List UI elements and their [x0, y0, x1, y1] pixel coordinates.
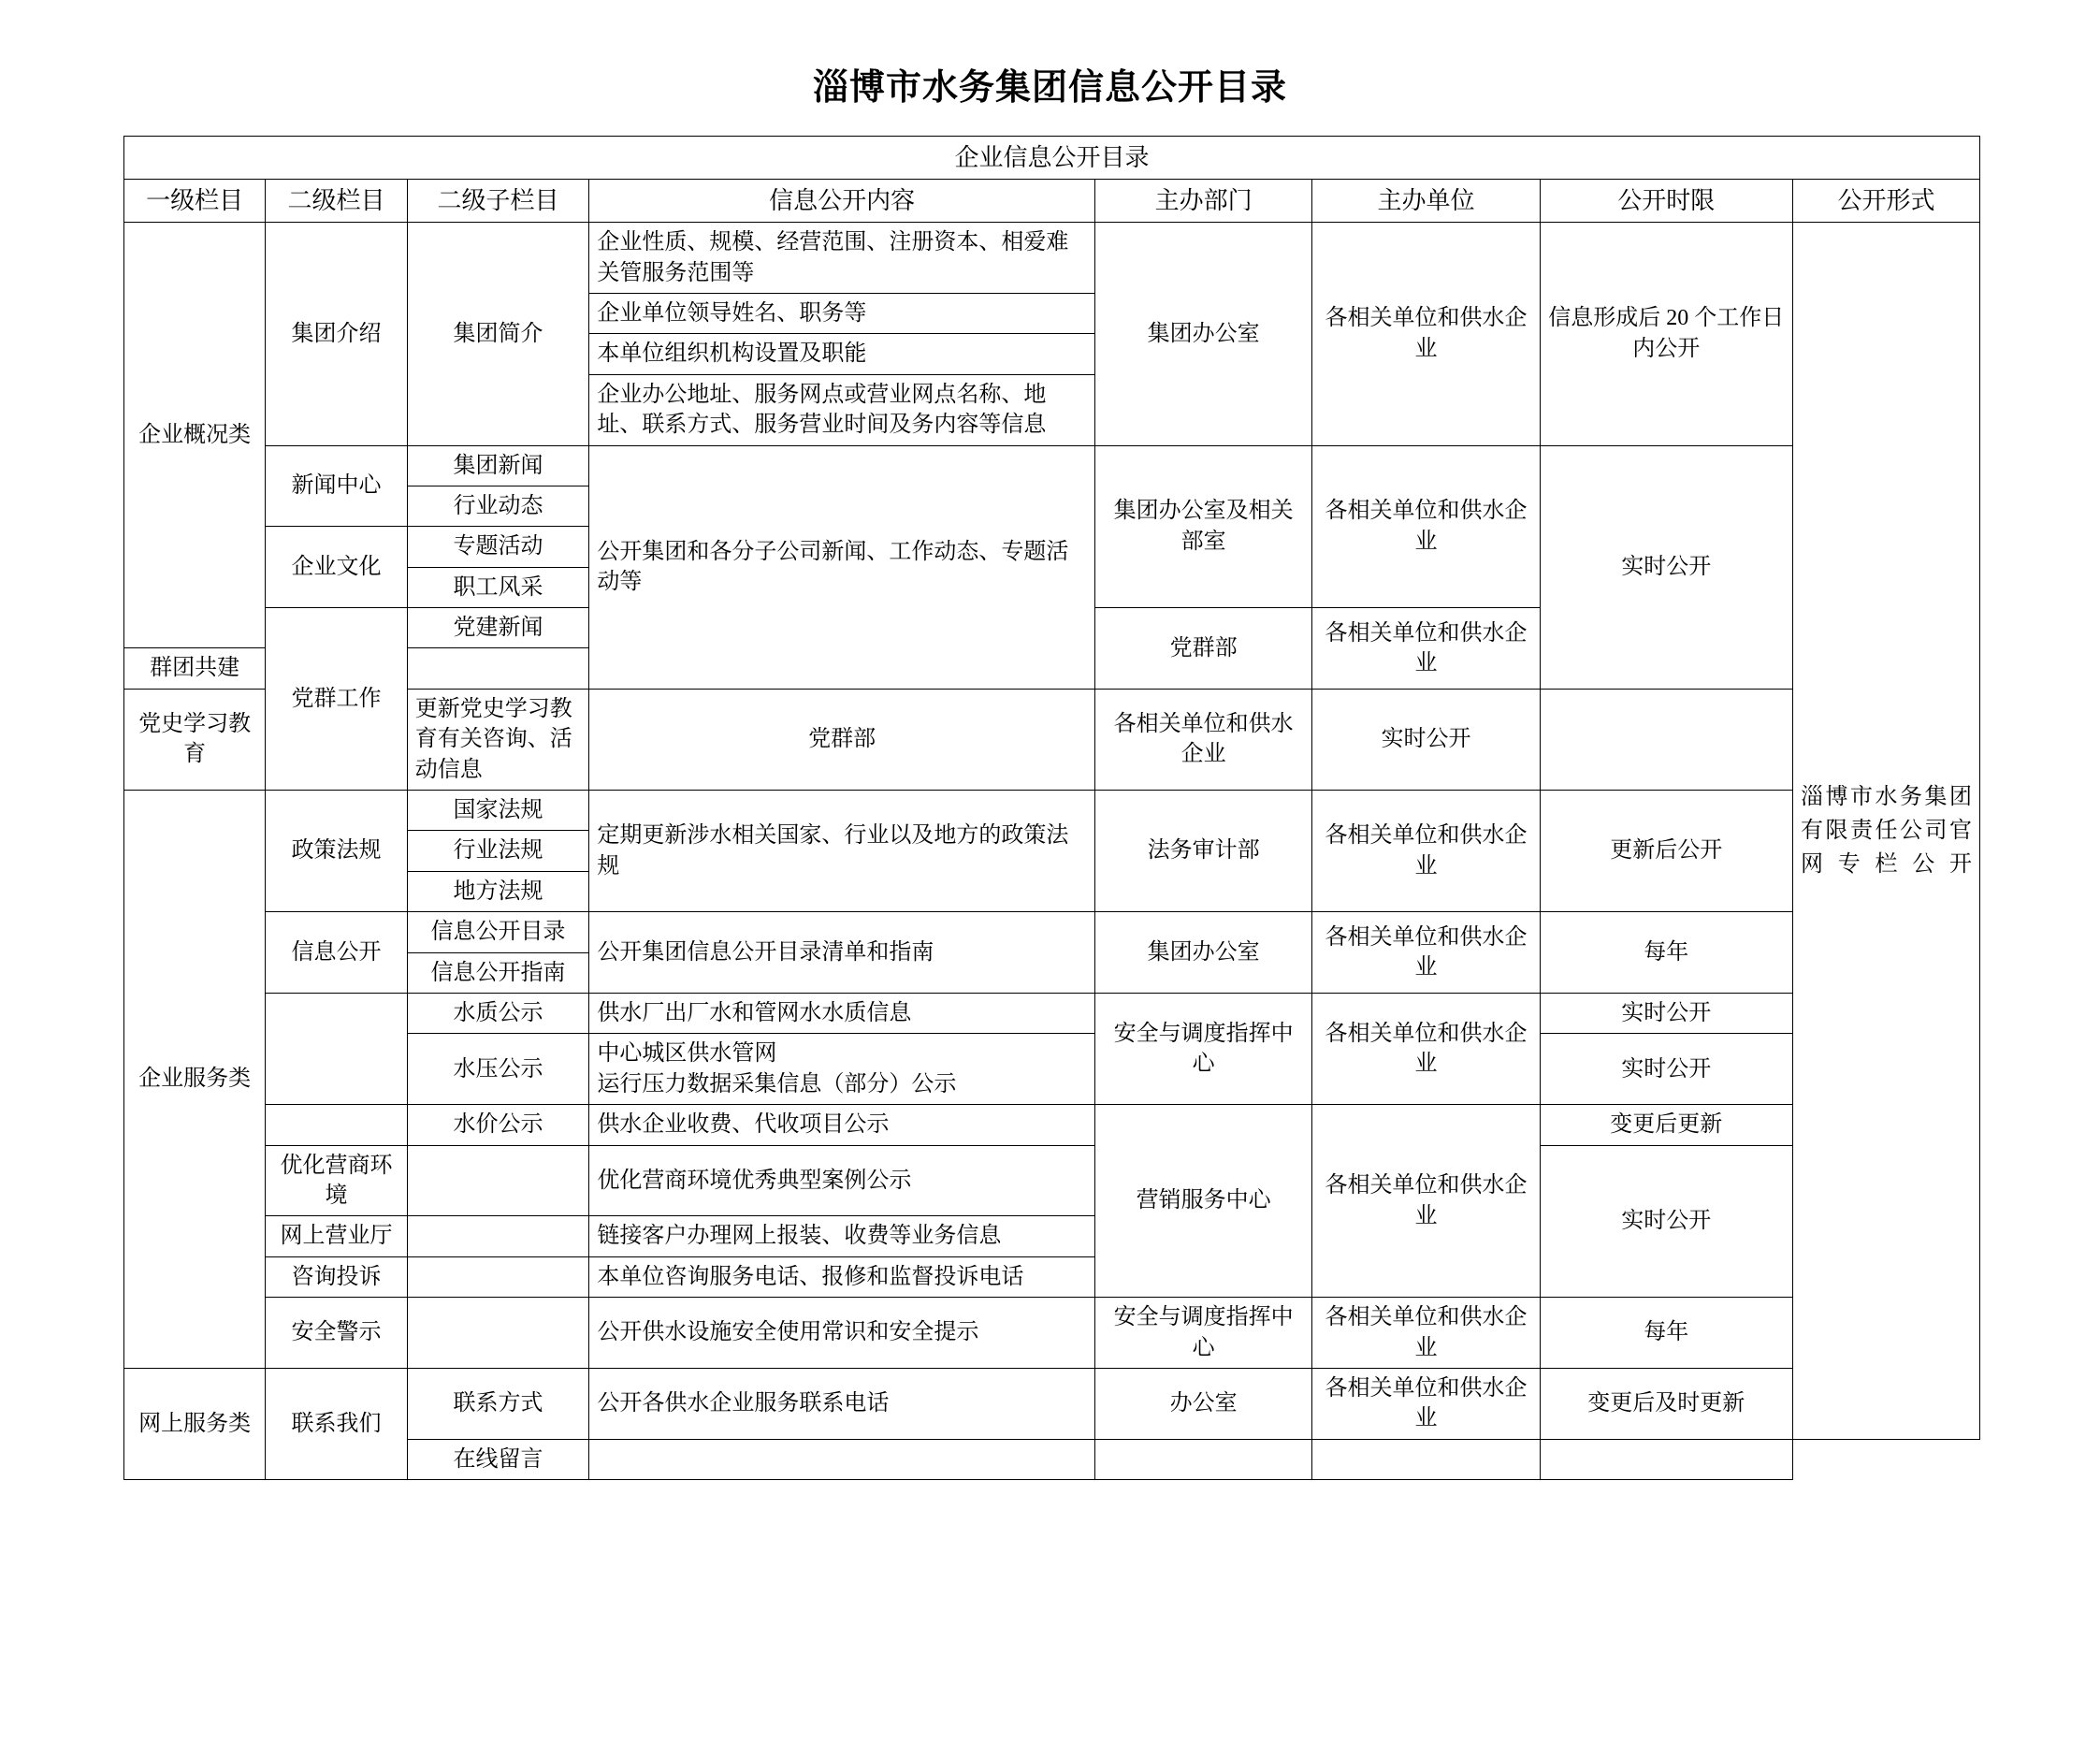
deadline-empty-online-message [1540, 1439, 1792, 1479]
table-row [124, 791, 1980, 831]
unit-related-water-companies: 各相关单位和供水企业 [1094, 689, 1311, 790]
section-contact-us: 联系我们 [266, 1368, 407, 1479]
department-group-office: 集团办公室 [1094, 223, 1311, 445]
catalog-table-wrapper [0, 136, 2100, 1480]
section-policy-regulation: 政策法规 [266, 791, 407, 912]
section-online-business-hall: 网上营业厅 [266, 1216, 407, 1256]
subsection-topic-activity: 专题活动 [407, 527, 589, 567]
department-office-and-related: 集团办公室及相关部室 [1094, 445, 1311, 608]
subsection-industry-law: 行业法规 [407, 831, 589, 871]
subsection-empty-complaint [407, 1256, 589, 1297]
category-online-service: 网上服务类 [124, 1368, 266, 1479]
content-water-pressure-line1: 中心城区供水管网 [597, 1041, 777, 1067]
content-water-pressure [589, 1034, 1095, 1105]
section-information-disclosure: 信息公开 [266, 912, 407, 994]
unit-related-water-companies: 各相关单位和供水企业 [1312, 912, 1540, 994]
content-water-quality: 供水厂出厂水和管网水水质信息 [589, 994, 1095, 1034]
content-empty-online-message [589, 1439, 1095, 1479]
header-form: 公开形式 [1792, 180, 1979, 223]
table-row [124, 223, 1980, 294]
unit-related-water-companies: 各相关单位和供水企业 [1312, 608, 1540, 690]
header-department: 主办部门 [1094, 180, 1311, 223]
section-party-work: 党群工作 [266, 608, 407, 791]
deadline-realtime: 实时公开 [1540, 994, 1792, 1034]
document-page [0, 58, 2100, 1757]
section-group-intro: 集团介绍 [266, 223, 407, 445]
subsection-disclosure-guide: 信息公开指南 [407, 952, 589, 993]
subsection-national-law: 国家法规 [407, 791, 589, 831]
subsection-disclosure-catalog: 信息公开目录 [407, 912, 589, 952]
unit-related-water-companies: 各相关单位和供水企业 [1312, 1105, 1540, 1298]
unit-related-water-companies: 各相关单位和供水企业 [1312, 445, 1540, 608]
content-business-environment-cases: 优化营商环境优秀典型案例公示 [589, 1145, 1095, 1216]
subsection-mass-party-building: 群团共建 [124, 648, 266, 689]
content-leader-names: 企业单位领导姓名、职务等 [589, 293, 1095, 333]
subsection-water-price: 水价公示 [407, 1105, 589, 1145]
deadline-after-update: 更新后公开 [1540, 791, 1792, 912]
header-primary-column: 一级栏目 [124, 180, 266, 223]
deadline-after-change-timely: 变更后及时更新 [1540, 1368, 1792, 1439]
subsection-contact-way: 联系方式 [407, 1368, 589, 1439]
table-row [124, 1145, 1980, 1216]
unit-related-water-companies: 各相关单位和供水企业 [1312, 1368, 1540, 1439]
header-secondary-column: 二级栏目 [266, 180, 407, 223]
department-party-group: 党群部 [589, 689, 1095, 790]
content-safety-warning: 公开供水设施安全使用常识和安全提示 [589, 1298, 1095, 1369]
content-consult-complaint: 本单位咨询服务电话、报修和监督投诉电话 [589, 1256, 1095, 1297]
content-news-disclosure: 公开集团和各分子公司新闻、工作动态、专题活动等 [589, 445, 1095, 689]
deadline-after-change: 变更后更新 [1540, 1105, 1792, 1145]
department-party-group: 党群部 [1094, 608, 1311, 690]
category-enterprise-service: 企业服务类 [124, 791, 266, 1369]
information-disclosure-catalog-table [123, 136, 1980, 1480]
content-disclosure-catalog: 公开集团信息公开目录清单和指南 [589, 912, 1095, 994]
table-row [124, 994, 1980, 1034]
table-header-row [124, 180, 1980, 223]
subsection-party-news: 党建新闻 [407, 608, 589, 648]
subsection-party-history-education: 党史学习教育 [124, 689, 266, 790]
content-enterprise-nature: 企业性质、规模、经营范围、注册资本、相爱难关管服务范围等 [589, 223, 1095, 294]
header-content: 信息公开内容 [589, 180, 1095, 223]
content-online-business-hall: 链接客户办理网上报装、收费等业务信息 [589, 1216, 1095, 1256]
subsection-water-pressure: 水压公示 [407, 1034, 589, 1105]
unit-empty-online-message [1312, 1439, 1540, 1479]
content-water-pressure-line2: 运行压力数据采集信息（部分）公示 [597, 1071, 957, 1096]
table-banner: 企业信息公开目录 [124, 137, 1980, 180]
unit-related-water-companies: 各相关单位和供水企业 [1312, 223, 1540, 445]
department-safety-dispatch: 安全与调度指挥中心 [1094, 1298, 1311, 1369]
page-title: 淄博市水务集团信息公开目录 [812, 68, 1287, 108]
table-banner-row [124, 137, 1980, 180]
content-party-history-education: 更新党史学习教育有关咨询、活动信息 [407, 689, 589, 790]
deadline-realtime: 实时公开 [1540, 445, 1792, 689]
section-empty-water [266, 994, 407, 1105]
subsection-group-profile: 集团简介 [407, 223, 589, 445]
content-contact-phone: 公开各供水企业服务联系电话 [589, 1368, 1095, 1439]
section-enterprise-culture: 企业文化 [266, 527, 407, 608]
department-marketing-service: 营销服务中心 [1094, 1105, 1311, 1298]
header-sub-column: 二级子栏目 [407, 180, 589, 223]
subsection-empty-safety [407, 1298, 589, 1369]
department-office: 办公室 [1094, 1368, 1311, 1439]
subsection-empty-business-env [407, 1145, 589, 1216]
deadline-yearly: 每年 [1540, 1298, 1792, 1369]
section-safety-warning: 安全警示 [266, 1298, 407, 1369]
department-empty-online-message [1094, 1439, 1311, 1479]
department-safety-dispatch: 安全与调度指挥中心 [1094, 994, 1311, 1105]
section-consult-complaint: 咨询投诉 [266, 1256, 407, 1297]
deadline-20-working-days: 信息形成后 20 个工作日内公开 [1540, 223, 1792, 445]
section-news-center: 新闻中心 [266, 445, 407, 527]
unit-related-water-companies: 各相关单位和供水企业 [1312, 791, 1540, 912]
subsection-industry-news: 行业动态 [407, 486, 589, 526]
unit-related-water-companies: 各相关单位和供水企业 [1312, 994, 1540, 1105]
deadline-realtime: 实时公开 [1540, 1034, 1792, 1105]
table-row [124, 1298, 1980, 1369]
header-deadline: 公开时限 [1540, 180, 1792, 223]
table-row [124, 445, 1980, 486]
table-row [124, 912, 1980, 952]
content-organization-structure: 本单位组织机构设置及职能 [589, 334, 1095, 374]
subsection-online-message: 在线留言 [407, 1439, 589, 1479]
deadline-realtime: 实时公开 [1540, 1145, 1792, 1298]
disclosure-form-official-website: 淄博市水务集团有限责任公司官网专栏公开 [1792, 223, 1979, 1440]
category-overview: 企业概况类 [124, 223, 266, 648]
table-row [124, 1105, 1980, 1145]
subsection-group-news: 集团新闻 [407, 445, 589, 486]
deadline-yearly: 每年 [1540, 912, 1792, 994]
content-water-price: 供水企业收费、代收项目公示 [589, 1105, 1095, 1145]
content-office-address: 企业办公地址、服务网点或营业网点名称、地址、联系方式、服务营业时间及务内容等信息 [589, 374, 1095, 445]
content-policy-regulation: 定期更新涉水相关国家、行业以及地方的政策法规 [589, 791, 1095, 912]
department-legal-audit: 法务审计部 [1094, 791, 1311, 912]
table-row [124, 1368, 1980, 1439]
subsection-water-quality: 水质公示 [407, 994, 589, 1034]
section-empty-price [266, 1105, 407, 1145]
department-group-office: 集团办公室 [1094, 912, 1311, 994]
subsection-empty-online-hall [407, 1216, 589, 1256]
unit-related-water-companies: 各相关单位和供水企业 [1312, 1298, 1540, 1369]
section-optimize-business-environment: 优化营商环境 [266, 1145, 407, 1216]
subsection-local-law: 地方法规 [407, 871, 589, 911]
header-unit: 主办单位 [1312, 180, 1540, 223]
deadline-realtime: 实时公开 [1312, 689, 1540, 790]
subsection-staff-style: 职工风采 [407, 567, 589, 607]
